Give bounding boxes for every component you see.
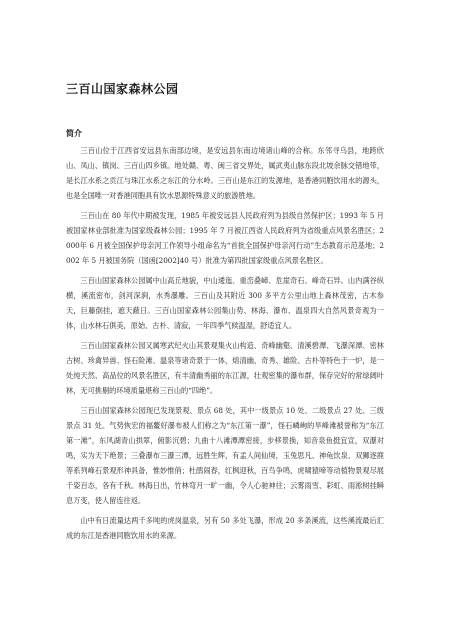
section-heading: 简介 <box>66 129 82 138</box>
paragraph-location: 三百山位于江西省安远县东南部边境，是安远县东南边境诸山峰的合称。东邻寻乌县，地跨欣山、凤山、镇岗、三百山四乡镇。地处赣、粤、闽三省交界处，属武夷山脉东段北坡余脉交错地带，是长江水系之贡江与珠江水系之东江的分水岭。三百山是东江的发源地，是香港同胞饮用水的源头，也是全国唯一对香港同胞具有饮水思源特殊意义的旅游胜地。 <box>66 146 384 200</box>
paragraph-scenic-spots: 三百山国家森林公园现已发现景观、景点 68 处，其中一级景点 10 处、二级景点 27 处、三级景点 31 处。气势恢宏的福鳌好瀑布被人们称之为“东江第一瀑”，怪石嶙峋的旱峰滩被誉称为“东江第一滩”，东风湖青山拱翠，俯影沉碧；九曲十八滩潭潭密接，步移景换，知音泉鱼挺宜宣，双瀑对鸣，实为天下绝景；三叠瀑布三瀑三潭，远胜生辉，有孟人间仙境，玉兔思凡、神龟饮泉、双狮逐鹿等系列峰石景观形神具备，惟妙惟俏；杜鹃闹春，红枫迎秋，百鸟争鸣，虎啸猿啼等动植物景观尽展千姿百态，各有千秋。林海日出，竹林弯月一旷一幽，令人心驰神往；云雾雨雪、彩虹、雨淞树挂瞬息万变，使人留连往返。 <box>66 406 384 505</box>
paragraph-landscape: 三百山国家森林公园属中山高丘地貌，中山逶迤、重峦叠嶂、危崖奇石、峰奇石异。山内满谷纵横，溪流密布，剑河深涧，水秀瀑雕。三百山及其附近 300 多平方公里山地上森林茂密，古木参天，巨藤倒挂，遮天蔽日。三百山国家森林公园集山势、林海、瀑布、温泉四大自然风景奇观为一体，山水林石俱美，原始、古朴、清寂，一年四季气候温湿，舒适宜人。 <box>66 276 384 330</box>
page-title: 三百山国家森林公园 <box>66 82 179 96</box>
paragraph-hot-spring: 山中有日流量达两千多吨的虎岗温泉，另有 50 多处飞瀑，形成 20 多条溪流，这些溪流最后汇成的东江是香港同胞饮用水的来源。 <box>66 516 384 540</box>
paragraph-history: 三百山在 80 年代中期被发现，1985 年被安远县人民政府列为县级自然保护区；1993 年 5 月被国家林业部批准为国家级森林公园；1995 年 7 月被江西省人民政府列为省级重点风景名胜区；2000年 6 月被全国保护母亲河工作领导小组命名为“首批全国保护母亲河行动”生态教育示范基地；2002 年 5 月被国务院（国函[2002]40 号）批准为第四批国家级重点风景名胜区。 <box>66 211 384 265</box>
document-body <box>66 143 384 548</box>
paragraph-features: 三百山国家森林公园又属寒武纪火山其景观集火山构造、奇峰幽壑、清溪碧潭、飞瀑深潭、密林古树、珍禽异兽、怪石险滩、温泉等诸奇景于一体，熔清幽、奇秀、雄险、古朴等特色于一炉，是一处纯天然、高品位的风景名胜区，有丰清幽秀丽的东江源，壮观密集的瀑布群，保存完好的常绿阔叶林，无可挑剔的环境质量堪称三百山的“四绝”。 <box>66 341 384 395</box>
